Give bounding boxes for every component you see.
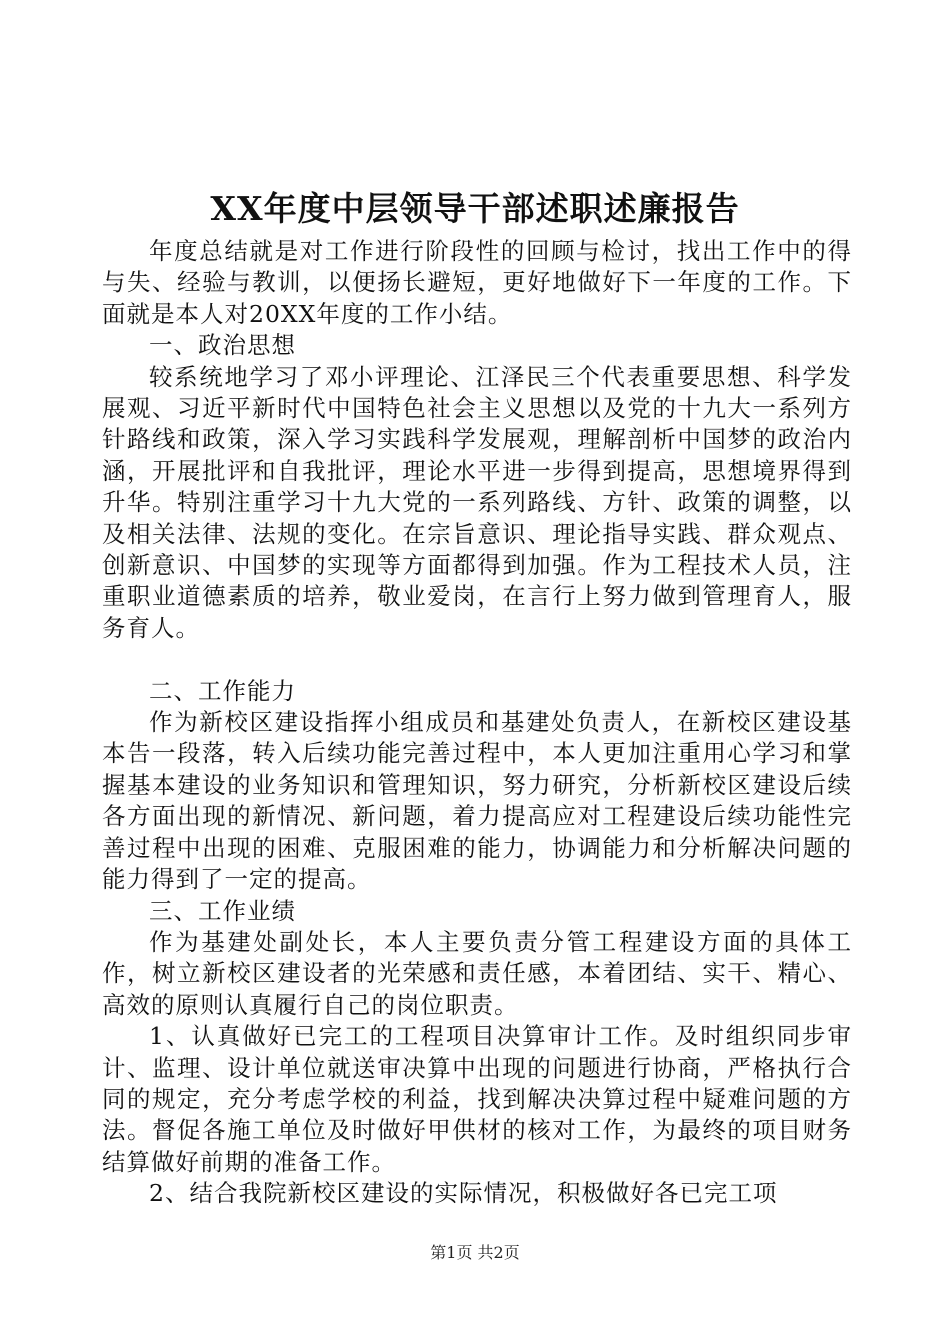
ability-paragraph: 作为新校区建设指挥小组成员和基建处负责人，在新校区建设基本告一段落，转入后续功能完善过程中，本人更加注重用心学习和掌握基本建设的业务知识和管理知识，努力研究，分析新校区建设后续各方面出现的新情况、新问题，着力提高应对工程建设后续功能性完善过程中出现的困难、克服困难的能力，协调能力和分析解决问题的能力得到了一定的提高。: [102, 708, 852, 894]
page-footer: 第1页 共2页: [430, 1243, 520, 1262]
paragraph-spacer: [102, 644, 852, 675]
performance-paragraph: 作为基建处副处长，本人主要负责分管工程建设方面的具体工作，树立新校区建设者的光荣感和责任感，本着团结、实干、精心、高效的原则认真履行自己的岗位职责。: [102, 927, 852, 1019]
section-heading-ability: 二、工作能力: [149, 676, 296, 705]
intro-paragraph: 年度总结就是对工作进行阶段性的回顾与检讨，找出工作中的得与失、经验与教训，以便扬长避短，更好地做好下一年度的工作。下面就是本人对20XX年度的工作小结。: [102, 237, 852, 328]
performance-item-1: 1、认真做好已完工的工程项目决算审计工作。及时组织同步审计、监理、设计单位就送审决算中出现的问题进行协商，严格执行合同的规定，充分考虑学校的利益，找到解决决算过程中疑难问题的方法。督促各施工单位及时做好甲供材的核对工作，为最终的项目财务结算做好前期的准备工作。: [102, 1022, 852, 1176]
document-title: XX年度中层领导干部述职述廉报告: [210, 189, 740, 228]
performance-item-2: 2、结合我院新校区建设的实际情况，积极做好各已完工项: [149, 1179, 778, 1208]
document-body: [102, 236, 852, 1210]
section-heading-performance: 三、工作业绩: [149, 896, 296, 925]
politics-paragraph: 较系统地学习了邓小评理论、江泽民三个代表重要思想、科学发展观、习近平新时代中国特色社会主义思想以及党的十九大一系列方针路线和政策，深入学习实践科学发展观，理解剖析中国梦的政治内涵，开展批评和自我批评，理论水平进一步得到提高，思想境界得到升华。特别注重学习十九大党的一系列路线、方针、政策的调整，以及相关法律、法规的变化。在宗旨意识、理论指导实践、群众观点、创新意识、中国梦的实现等方面都得到加强。作为工程技术人员，注重职业道德素质的培养，敬业爱岗，在言行上努力做到管理育人，服务育人。: [102, 362, 852, 642]
section-heading-politics: 一、政治思想: [149, 331, 296, 360]
